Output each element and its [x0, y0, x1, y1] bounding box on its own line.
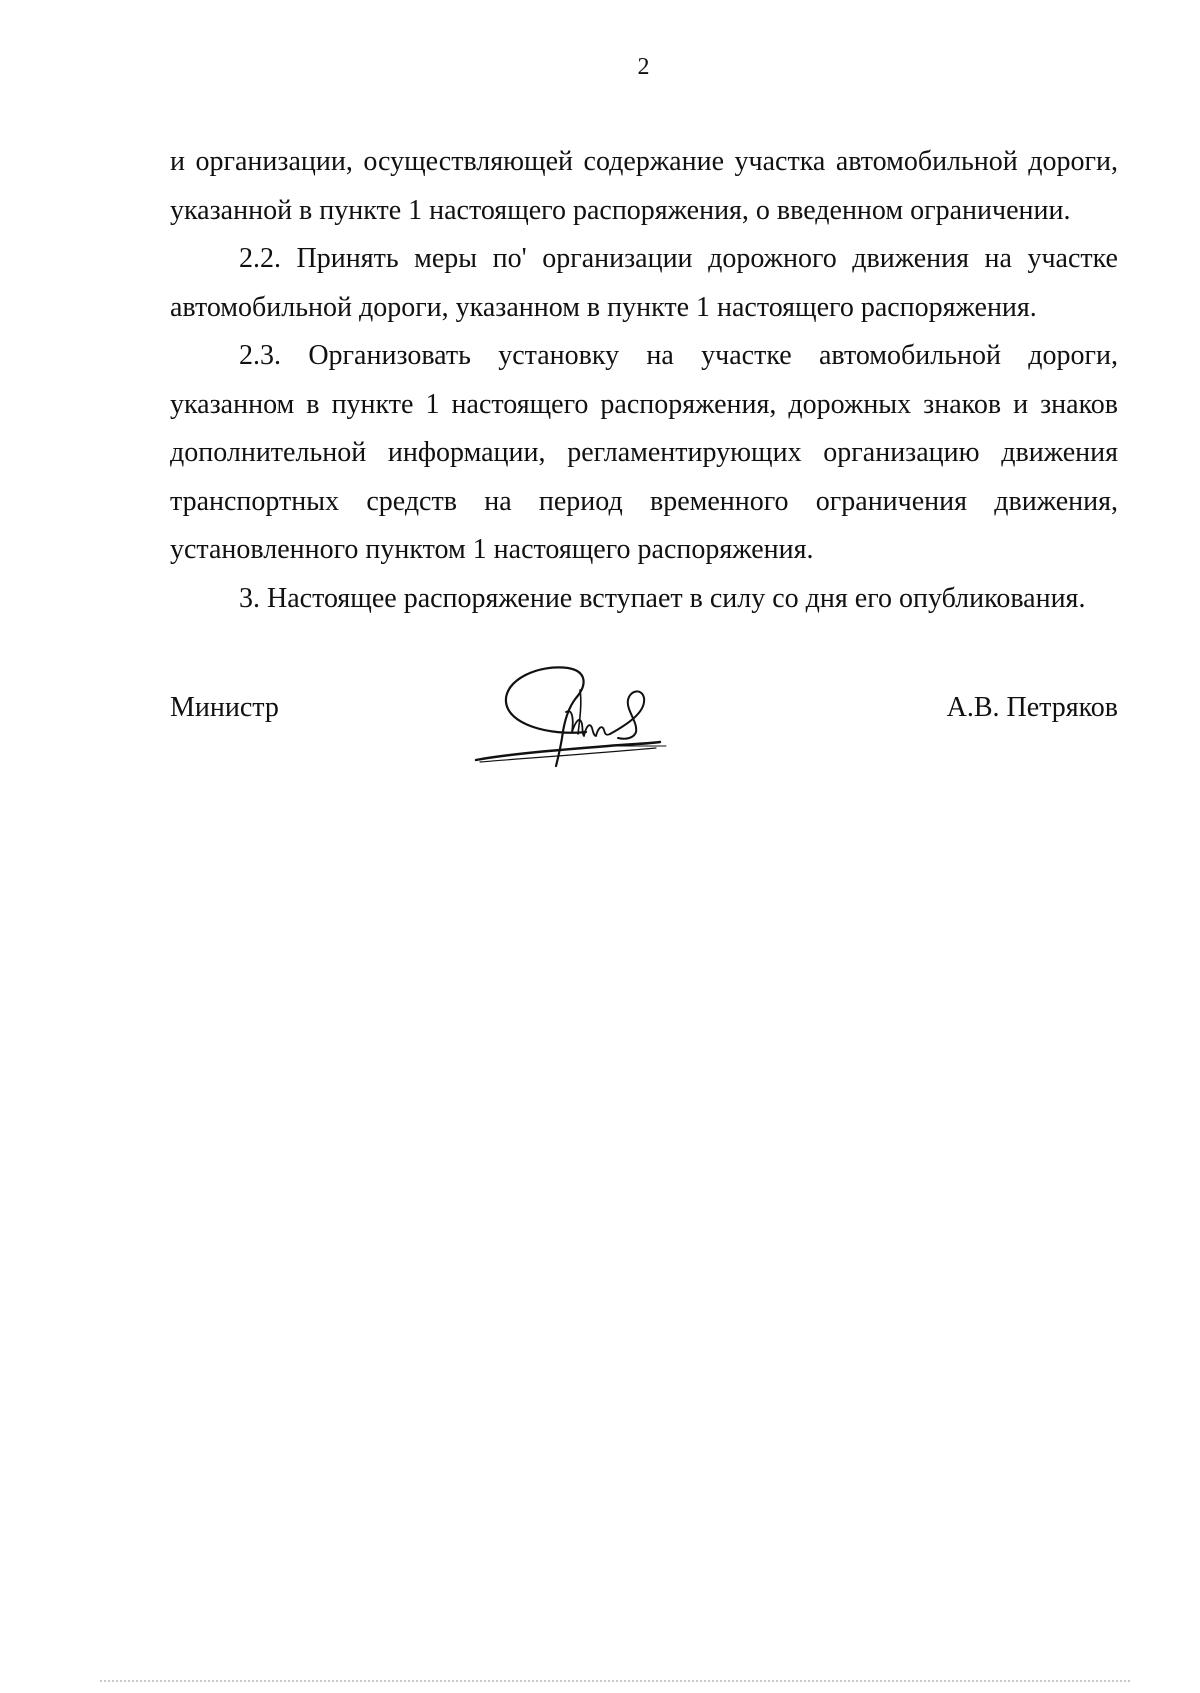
paragraph-continuation: и организации, осуществляющей содержание участка автомобильной дороги, указанной в пункте 1 настоящего распоряжения, о введенном ограничении. [170, 146, 1118, 226]
page-number: 2 [637, 54, 650, 80]
scan-edge-artifact [100, 1680, 1130, 1684]
signature-block [170, 690, 1118, 810]
handwritten-signature [468, 662, 678, 772]
signatory-name: А.В. Петряков [946, 692, 1118, 723]
paragraph-item-3: 3. Настоящее распоряжение вступает в силу со дня его опубликования. [239, 582, 1086, 614]
signatory-title: Министр [170, 692, 279, 723]
paragraph-item-2-3: 2.3. Организовать установку на участке автомобильной дороги, указанном в пункте 1 настоящего распоряжения, дорожных знаков и знаков дополнительной информации, регламентирующих организацию движения транспортных средств на период временного ограничения движения, установленного пунктом 1 настоящего распоряжения. [170, 340, 1118, 565]
document-body [170, 138, 1118, 623]
paragraph-item-2-2: 2.2. Принять меры по' организации дорожного движения на участке автомобильной дороги, указанном в пункте 1 настоящего распоряжения. [170, 243, 1118, 323]
